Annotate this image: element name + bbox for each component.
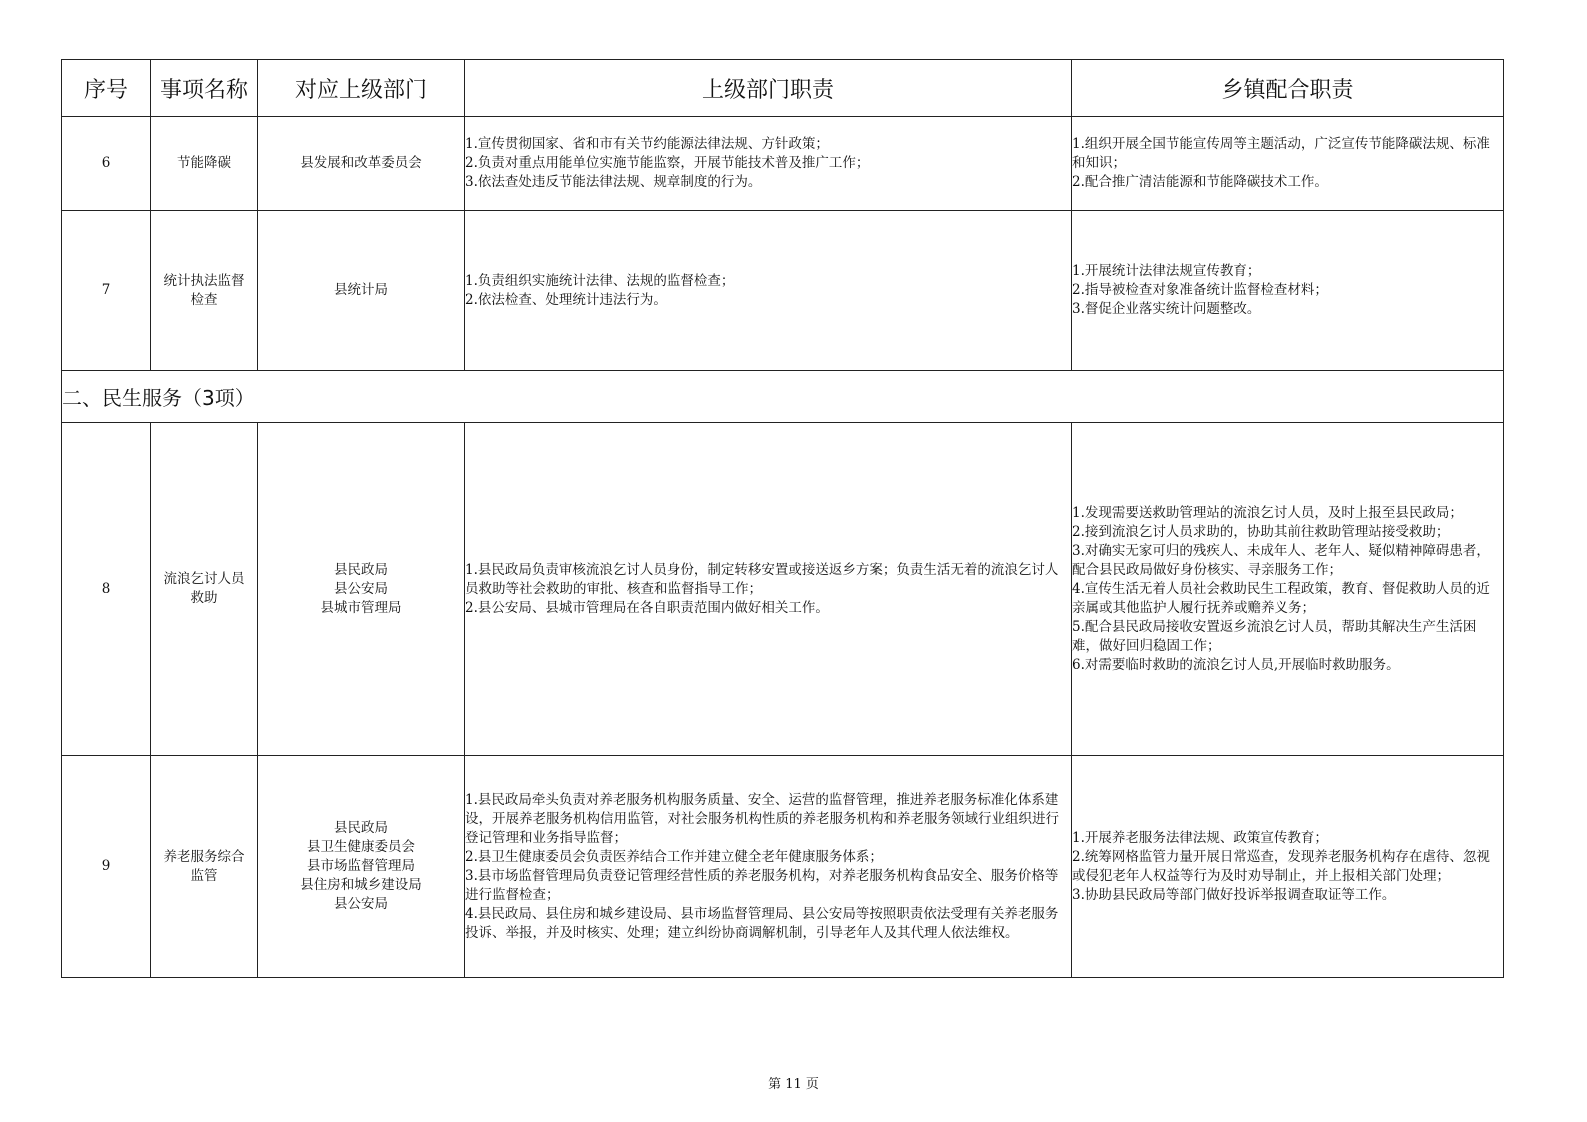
header-cell-town-duties: 乡镇配合职责 (1072, 60, 1504, 117)
upper-duty-list (465, 756, 1072, 978)
upper-duty: 1.县民政局负责审核流浪乞讨人员身份，制定转移安置或接送返乡方案；负责生活无着的流浪乞讨人员救助等社会救助的审批、核查和监督指导工作； (465, 561, 1059, 597)
duty-table (61, 59, 1504, 978)
department-list (258, 117, 465, 211)
upper-duty: 4.县民政局、县住房和城乡建设局、县市场监督管理局、县公安局等按照职责依法受理有关养老服务投诉、举报，并及时核实、处理；建立纠纷协商调解机制，引导老年人及其代理人依法维权。 (465, 905, 1059, 941)
item-name-line: 统计执法监督 (163, 272, 245, 289)
row-num: 6 (62, 117, 151, 211)
upper-duty: 2.县卫生健康委员会负责医养结合工作并建立健全老年健康服务体系； (465, 848, 883, 865)
upper-duty: 2.负责对重点用能单位实施节能监察，开展节能技术普及推广工作； (465, 155, 870, 171)
header-cell-department: 对应上级部门 (258, 60, 465, 117)
department-list (258, 423, 465, 756)
department: 县公安局 (334, 896, 388, 912)
department: 县民政局 (334, 820, 388, 836)
department: 县住房和城乡建设局 (300, 877, 422, 893)
town-duty: 1.发现需要送救助管理站的流浪乞讨人员，及时上报至县民政局； (1072, 504, 1463, 521)
row-num: 9 (62, 756, 151, 978)
section-title: 二、民生服务（3项） (62, 371, 1504, 423)
town-duty: 2.配合推广清洁能源和节能降碳技术工作。 (1072, 174, 1328, 190)
town-duty: 3.督促企业落实统计问题整改。 (1072, 301, 1261, 317)
town-duty: 2.接到流浪乞讨人员求助的，协助其前往救助管理站接受救助； (1072, 523, 1450, 540)
department: 县统计局 (334, 282, 388, 298)
section-row (62, 371, 1504, 423)
upper-duty: 2.县公安局、县城市管理局在各自职责范围内做好相关工作。 (465, 599, 829, 616)
page-number: 第 11 页 (768, 1077, 819, 1092)
upper-duty: 3.县市场监督管理局负责登记管理经营性质的养老服务机构，对养老服务机构食品安全、服务价格等进行监督检查； (465, 867, 1059, 903)
item-name (151, 117, 258, 211)
table-row (62, 423, 1504, 756)
town-duty-list (1072, 756, 1504, 978)
town-duty: 2.指导被检查对象准备统计监督检查材料； (1072, 282, 1328, 298)
table-row (62, 117, 1504, 211)
town-duty: 3.对确实无家可归的残疾人、未成年人、老年人、疑似精神障碍患者，配合县民政局做好身份核实、寻亲服务工作； (1072, 542, 1490, 578)
department-list (258, 756, 465, 978)
upper-duty: 2.依法检查、处理统计违法行为。 (465, 291, 667, 308)
department: 县发展和改革委员会 (300, 155, 422, 171)
item-name-line: 检查 (190, 291, 218, 308)
header-cell-upper-duties: 上级部门职责 (465, 60, 1072, 117)
item-name (151, 211, 258, 371)
town-duty-list (1072, 423, 1504, 756)
upper-duty: 1.宣传贯彻国家、省和市有关节约能源法律法规、方针政策； (465, 136, 829, 152)
department: 县市场监督管理局 (307, 858, 415, 874)
item-name-line: 流浪乞讨人员 (163, 571, 245, 587)
town-duty: 6.对需要临时救助的流浪乞讨人员,开展临时救助服务。 (1072, 656, 1400, 673)
table-row (62, 756, 1504, 978)
upper-duty-list (465, 423, 1072, 756)
town-duty: 1.组织开展全国节能宣传周等主题活动，广泛宣传节能降碳法规、标准和知识； (1072, 136, 1490, 171)
upper-duty: 3.依法查处违反节能法律法规、规章制度的行为。 (465, 174, 762, 190)
item-name-line: 养老服务综合 (163, 848, 245, 865)
header-row (62, 60, 1504, 117)
upper-duty-list (465, 117, 1072, 211)
town-duty-list (1072, 211, 1504, 371)
town-duty-list (1072, 117, 1504, 211)
department-list (258, 211, 465, 371)
town-duty: 1.开展养老服务法律法规、政策宣传教育； (1072, 829, 1328, 846)
row-num: 8 (62, 423, 151, 756)
town-duty: 2.统筹网格监管力量开展日常巡查，发现养老服务机构存在虐待、忽视或侵犯老年人权益等行为及时劝导制止，并上报相关部门处理； (1072, 848, 1490, 884)
row-num: 7 (62, 211, 151, 371)
item-name-line: 救助 (190, 590, 218, 606)
item-name (151, 423, 258, 756)
item-name (151, 756, 258, 978)
town-duty: 4.宣传生活无着人员社会救助民生工程政策，教育、督促救助人员的近亲属或其他监护人履行抚养或赡养义务； (1072, 580, 1490, 616)
department: 县卫生健康委员会 (307, 839, 415, 855)
header-cell-num: 序号 (62, 60, 151, 117)
department: 县公安局 (334, 580, 388, 597)
department: 县民政局 (334, 561, 388, 578)
item-name-line: 监管 (190, 867, 218, 884)
upper-duty: 1.县民政局牵头负责对养老服务机构服务质量、安全、运营的监督管理，推进养老服务标准化体系建设，开展养老服务机构信用监管，对社会服务机构性质的养老服务机构和养老服务领域行业组织进行登记管理和业务指导监督； (465, 791, 1059, 846)
town-duty: 5.配合县民政局接收安置返乡流浪乞讨人员，帮助其解决生产生活困难，做好回归稳固工作； (1072, 618, 1477, 654)
town-duty: 1.开展统计法律法规宣传教育； (1072, 263, 1261, 279)
table-row (62, 211, 1504, 371)
town-duty: 3.协助县民政局等部门做好投诉举报调查取证等工作。 (1072, 886, 1396, 903)
item-name-line: 节能降碳 (177, 155, 231, 171)
header-cell-name: 事项名称 (151, 60, 258, 117)
upper-duty: 1.负责组织实施统计法律、法规的监督检查； (465, 272, 735, 289)
department: 县城市管理局 (320, 599, 402, 616)
upper-duty-list (465, 211, 1072, 371)
